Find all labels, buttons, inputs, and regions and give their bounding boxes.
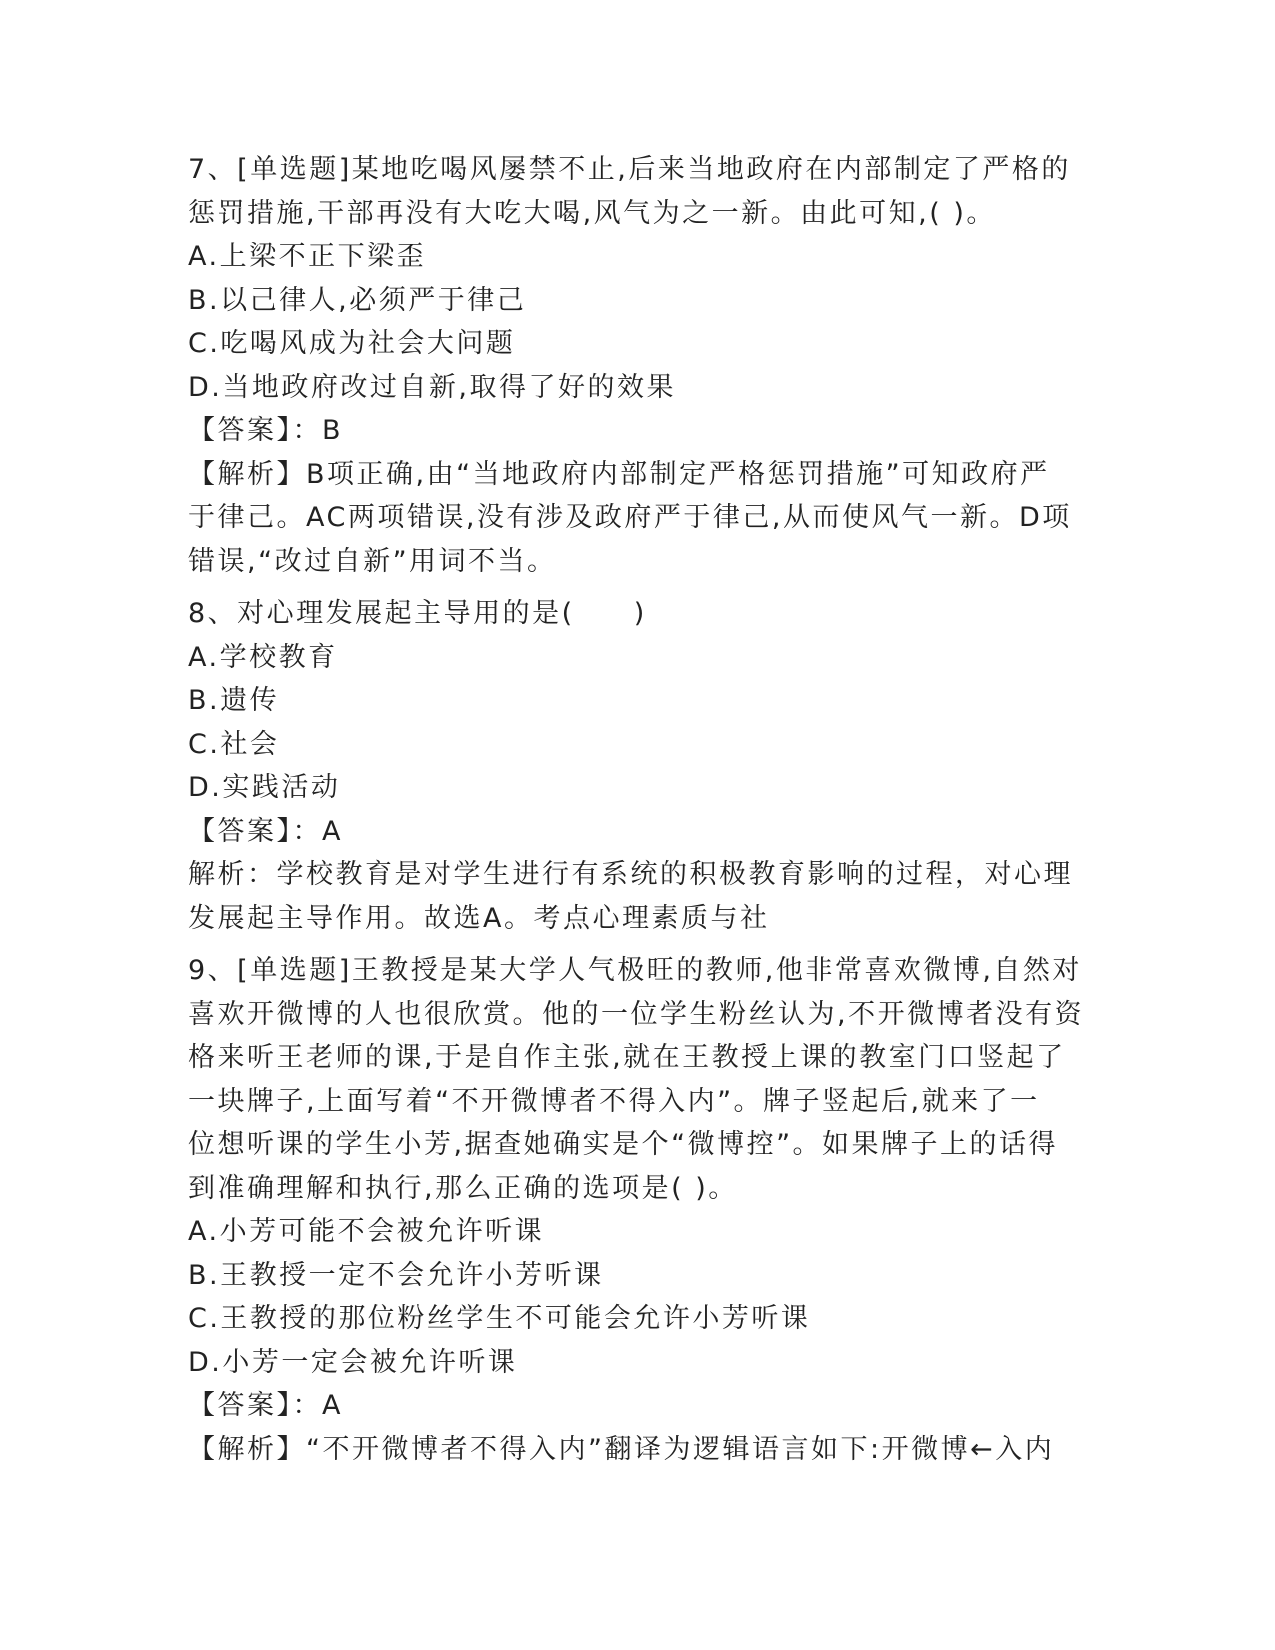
- question-stem-line: 一块牌子,上面写着“不开微博者不得入内”。牌子竖起后,就来了一: [188, 1085, 1040, 1117]
- option-b: B.遗传: [188, 685, 280, 716]
- question-7: [188, 148, 1088, 583]
- question-stem-line: 位想听课的学生小芳,据查她确实是个“微博控”。如果牌子上的话得: [188, 1129, 1059, 1160]
- question-spacer: [188, 583, 1088, 592]
- document-content: [188, 148, 1088, 1471]
- analysis-line: 于律己。AC两项错误,没有涉及政府严于律己,从而使风气一新。D项: [188, 502, 1072, 533]
- analysis-line: 解析：学校教育是对学生进行有系统的积极教育影响的过程，对心理: [188, 859, 1073, 890]
- question-stem-line: 9、[单选题]王教授是某大学人气极旺的教师,他非常喜欢微博,自然对: [188, 955, 1082, 986]
- question-spacer: [188, 940, 1088, 949]
- answer-line: 【答案】：A: [188, 815, 343, 847]
- analysis-line: 【解析】“不开微博者不得入内”翻译为逻辑语言如下:开微博←入内: [188, 1433, 1055, 1465]
- analysis-line: 【解析】B项正确,由“当地政府内部制定严格惩罚措施”可知政府严: [188, 458, 1050, 490]
- option-a: A.学校教育: [188, 641, 338, 673]
- question-stem-line: 格来听王老师的课,于是自作主张,就在王教授上课的教室门口竖起了: [188, 1042, 1066, 1073]
- analysis-line: 错误,“改过自新”用词不当。: [188, 545, 557, 577]
- option-b: B.以己律人,必须严于律己: [188, 284, 527, 316]
- option-c: C.社会: [188, 728, 280, 760]
- question-stem-line: 到准确理解和执行,那么正确的选项是( )。: [188, 1172, 738, 1204]
- question-8: [188, 592, 1088, 940]
- option-a: A.小芳可能不会被允许听课: [188, 1216, 545, 1247]
- option-a: A.上梁不正下梁歪: [188, 241, 427, 272]
- option-d: D.小芳一定会被允许听课: [188, 1346, 518, 1378]
- option-c: C.吃喝风成为社会大问题: [188, 328, 516, 359]
- question-stem-line: 惩罚措施,干部再没有大吃大喝,风气为之一新。由此可知,( )。: [188, 197, 996, 229]
- answer-line: 【答案】：B: [188, 415, 344, 446]
- option-c: C.王教授的那位粉丝学生不可能会允许小芳听课: [188, 1303, 811, 1334]
- analysis-line: 发展起主导作用。故选A。考点心理素质与社: [188, 902, 770, 934]
- question-stem-line: 8、对心理发展起主导用的是( ): [188, 598, 647, 629]
- answer-line: 【答案】：A: [188, 1390, 343, 1421]
- option-b: B.王教授一定不会允许小芳听课: [188, 1259, 604, 1291]
- question-stem-line: 喜欢开微博的人也很欣赏。他的一位学生粉丝认为,不开微博者没有资: [188, 998, 1085, 1030]
- option-d: D.当地政府改过自新,取得了好的效果: [188, 371, 676, 403]
- question-stem-line: 7、[单选题]某地吃喝风屡禁不止,后来当地政府在内部制定了严格的: [188, 154, 1071, 185]
- question-9: [188, 949, 1088, 1471]
- option-d: D.实践活动: [188, 772, 341, 803]
